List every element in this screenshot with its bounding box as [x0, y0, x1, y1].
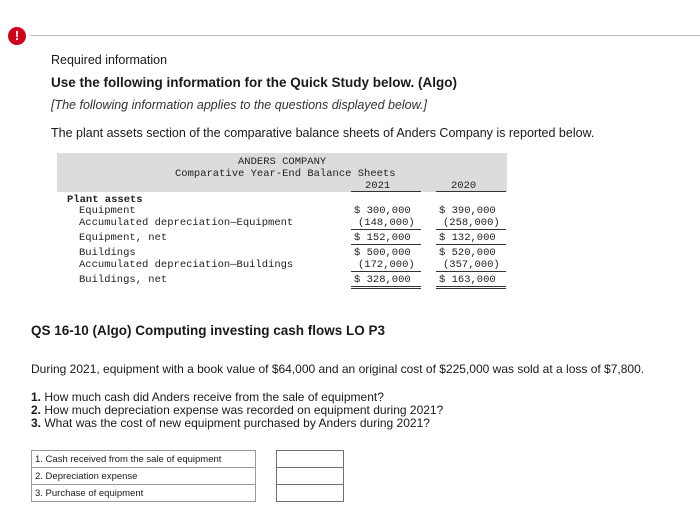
- spacer: [256, 468, 277, 485]
- value-2021-accum-dep-equipment: (148,000): [358, 217, 415, 229]
- balance-sheet-image: [57, 153, 507, 289]
- value-2020-buildings-net: $ 163,000: [439, 274, 496, 286]
- row-label-equipment: Equipment: [79, 205, 136, 217]
- cash-received-input[interactable]: [277, 451, 344, 468]
- year-2021-header: 2021: [365, 180, 391, 192]
- rule-line: [351, 191, 421, 192]
- applies-note: [The following information applies to the questions displayed below.]: [51, 98, 427, 112]
- question-number: 2.: [31, 403, 42, 417]
- value-2021-accum-dep-buildings: (172,000): [358, 259, 415, 271]
- year-2020-header: 2020: [451, 180, 477, 192]
- question-text: How much depreciation expense was recorded on equipment during 2021?: [44, 403, 444, 417]
- list-item: [31, 417, 443, 430]
- depreciation-expense-input[interactable]: [277, 468, 344, 485]
- question-number: 1.: [31, 390, 42, 404]
- row-label-accum-dep-buildings: Accumulated depreciation—Buildings: [79, 259, 294, 271]
- purchase-of-equipment-input[interactable]: [277, 485, 344, 502]
- balance-sheet-title: Comparative Year-End Balance Sheets: [175, 168, 396, 180]
- value-2021-buildings-net: $ 328,000: [354, 274, 411, 286]
- row-label-buildings-net: Buildings, net: [79, 274, 168, 286]
- table-row: [32, 468, 344, 485]
- rule-line: [436, 244, 506, 245]
- question-description: During 2021, equipment with a book value of $64,000 and an original cost of $225,000 was sold at a loss of $7,800.: [31, 362, 645, 376]
- required-information-label: Required information: [51, 53, 168, 67]
- rule-line: [351, 229, 421, 230]
- row-label-accum-dep-equipment: Accumulated depreciation—Equipment: [79, 217, 294, 229]
- answer-label: 1. Cash received from the sale of equipment: [32, 451, 256, 468]
- question-title: QS 16-10 (Algo) Computing investing cash flows LO P3: [31, 323, 386, 338]
- question-text: What was the cost of new equipment purchased by Anders during 2021?: [44, 416, 430, 430]
- company-name: ANDERS COMPANY: [238, 156, 327, 168]
- value-2020-equipment: $ 390,000: [439, 205, 496, 217]
- answer-table: [31, 450, 344, 502]
- row-label-buildings: Buildings: [79, 247, 136, 259]
- row-label-equipment-net: Equipment, net: [79, 232, 168, 244]
- table-row: [32, 485, 344, 502]
- answer-label: 3. Purchase of equipment: [32, 485, 256, 502]
- spacer: [256, 485, 277, 502]
- question-number: 3.: [31, 416, 42, 430]
- use-information-heading: Use the following information for the Quick Study below. (Algo): [51, 75, 457, 90]
- divider: [30, 35, 700, 36]
- rule-line: [436, 229, 506, 230]
- table-row: [32, 451, 344, 468]
- value-2020-buildings: $ 520,000: [439, 247, 496, 259]
- double-rule-line: [351, 286, 421, 289]
- question-text: How much cash did Anders receive from the sale of equipment?: [44, 390, 384, 404]
- double-rule-line: [436, 286, 506, 289]
- rule-line: [351, 271, 421, 272]
- plant-assets-section-label: Plant assets: [67, 194, 143, 206]
- rule-line: [436, 271, 506, 272]
- alert-icon: !: [8, 27, 26, 45]
- value-2021-equipment-net: $ 152,000: [354, 232, 411, 244]
- value-2020-accum-dep-buildings: (357,000): [443, 259, 500, 271]
- value-2020-accum-dep-equipment: (258,000): [443, 217, 500, 229]
- spacer: [256, 451, 277, 468]
- value-2021-equipment: $ 300,000: [354, 205, 411, 217]
- answer-label: 2. Depreciation expense: [32, 468, 256, 485]
- question-list: [31, 391, 443, 430]
- value-2020-equipment-net: $ 132,000: [439, 232, 496, 244]
- rule-line: [351, 244, 421, 245]
- value-2021-buildings: $ 500,000: [354, 247, 411, 259]
- plant-assets-description: The plant assets section of the comparative balance sheets of Anders Company is reported below.: [51, 126, 595, 140]
- rule-line: [436, 191, 506, 192]
